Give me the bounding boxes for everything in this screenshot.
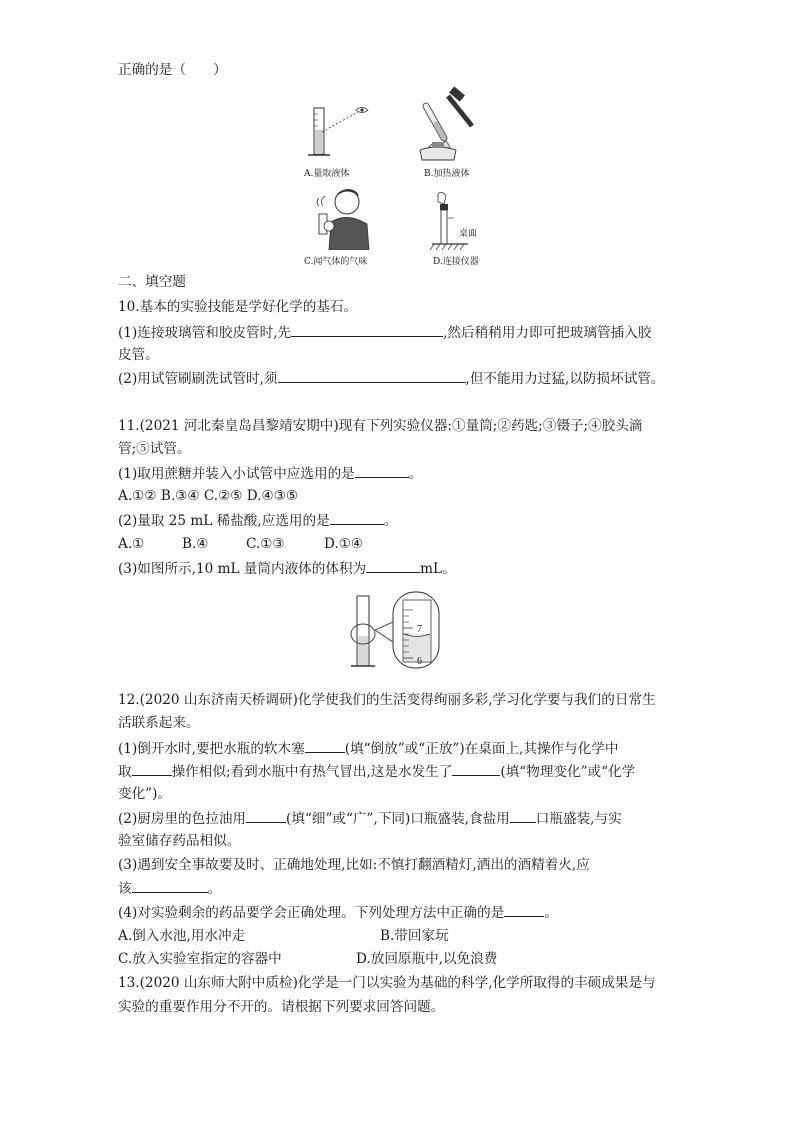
section-title: 二、填空题 <box>118 274 186 290</box>
figure-b-heating-liquid <box>410 86 490 164</box>
q11-part3-text: (3)如图所示,10 mL 量筒内液体的体积为 <box>118 561 367 577</box>
figure-c-smelling-gas <box>305 186 375 250</box>
q12-stem-continued: 活联系起来。 <box>118 715 200 731</box>
q11-cylinder-figure <box>345 586 445 674</box>
q12-part3-text-b: 该 <box>118 881 132 897</box>
q12-option-c: C.放入实验室指定的容器中 <box>118 951 282 967</box>
figure-d-table-label: 桌面 <box>459 229 478 239</box>
q12-option-a: A.倒入水池,用水冲走 <box>118 928 246 944</box>
q12-option-d: D.放回原瓶中,以免浪费 <box>356 951 498 967</box>
figure-d-caption: D.连接仪器 <box>433 257 479 267</box>
q11-part2-option-b: B.④ <box>182 536 209 552</box>
q12-part1-text-b: (填“倒放”或“正放”)在桌面上,其操作与化学中 <box>344 741 619 757</box>
q11-part2-text: (2)量取 25 mL 稀盐酸,应选用的是 <box>118 513 330 529</box>
q10-part2 <box>118 368 664 389</box>
q12-part2-line2: 验室储存药品相似。 <box>118 833 241 849</box>
figure-d-connecting-apparatus <box>428 190 488 252</box>
q12-part2-blank-2[interactable] <box>510 808 536 823</box>
q10-part1 <box>118 322 651 343</box>
q12-part1-line3: 变化”)。 <box>118 786 172 802</box>
q11-part2-option-d: D.①④ <box>324 536 364 552</box>
q10-part1-text-after: ,然后稍稍用力即可把玻璃管插入胶 <box>443 325 652 341</box>
q12-part1-blank-1[interactable] <box>305 738 345 753</box>
q11-part1-text: (1)取用蔗糖并装入小试管中应选用的是 <box>118 466 355 482</box>
q10-part1-text: (1)连接玻璃管和胶皮管时,先 <box>118 325 292 341</box>
q12-part1-text-d: 操作相似;看到水瓶中有热气冒出,这是水发生了 <box>171 764 453 780</box>
q11-part1 <box>118 463 422 484</box>
q13-stem-continued: 实验的重要作用分不开的。请根据下列要求回答问题。 <box>118 999 445 1015</box>
question-9-tail: 正确的是（ ） <box>118 62 227 78</box>
q12-part2-text-a: (2)厨房里的色拉油用 <box>118 811 247 827</box>
q12-part4-text: (4)对实验剩余的药品要学会正确处理。下列处理方法中正确的是 <box>118 905 505 921</box>
q10-stem: 10.基本的实验技能是学好化学的基石。 <box>118 299 358 315</box>
q11-part2-options <box>118 534 363 554</box>
q13-stem: 13.(2020 山东师大附中质检)化学是一门以实验为基础的科学,化学所取得的丰硕成果是与 <box>118 975 656 991</box>
q11-stem: 11.(2021 河北秦皇岛昌黎靖安期中)现有下列实验仪器:①量筒;②药匙;③镊子;④胶头滴 <box>118 418 643 434</box>
q12-part3-blank[interactable] <box>132 878 208 893</box>
q11-part3 <box>118 558 456 579</box>
q12-part4 <box>118 902 558 923</box>
q10-part1-blank[interactable] <box>291 322 443 337</box>
q12-part1-line2 <box>118 761 635 782</box>
q11-part3-end: mL。 <box>420 561 456 577</box>
figure-b-caption: B.加热液体 <box>424 169 470 179</box>
q12-stem: 12.(2020 山东济南天桥调研)化学使我们的生活变得绚丽多彩,学习化学要与我们的日常生 <box>118 692 656 708</box>
q10-part2-blank[interactable] <box>278 368 466 383</box>
q12-part4-end: 。 <box>544 905 558 921</box>
q12-part2-text-b: (填“细”或“广”,下同)口瓶盛装,食盐用 <box>286 811 510 827</box>
q12-part3-line2 <box>118 878 221 899</box>
q12-part2-text-c: 口瓶盛装,与实 <box>535 811 622 827</box>
q12-part4-options-row2 <box>118 949 497 969</box>
q12-part1 <box>118 738 619 759</box>
q12-part2-blank-1[interactable] <box>246 808 286 823</box>
q12-part4-blank[interactable] <box>504 902 544 917</box>
q11-part1-blank[interactable] <box>355 463 409 478</box>
q12-option-b: B.带回家玩 <box>380 928 449 944</box>
q12-part3: (3)遇到安全事故要及时、正确地处理,比如:不慎打翻酒精灯,洒出的酒精着火,应 <box>118 857 590 873</box>
q11-part1-end: 。 <box>408 466 423 482</box>
q12-part1-blank-3[interactable] <box>452 761 500 776</box>
figure-c-caption: C.闻气体的气味 <box>304 257 368 267</box>
q11-part2-blank[interactable] <box>330 510 384 525</box>
q11-stem-continued: 管;⑤试管。 <box>118 441 191 457</box>
q12-part2 <box>118 808 622 829</box>
q12-part4-options-row1 <box>118 926 449 946</box>
q11-part2 <box>118 510 397 531</box>
q12-part1-text-a: (1)倒开水时,要把水瓶的软木塞 <box>118 741 305 757</box>
figure-a-measuring-liquid <box>300 100 380 162</box>
q10-part2-text-after: ,但不能用力过猛,以防损坏试管。 <box>465 371 665 387</box>
q12-part3-text-c: 。 <box>207 881 222 897</box>
q11-part2-end: 。 <box>383 513 398 529</box>
figure-a-caption: A.量取液体 <box>304 169 350 179</box>
q12-part1-text-e: (填“物理变化”或“化学 <box>500 764 636 780</box>
scale-label-7: 7 <box>417 624 422 635</box>
q10-part2-text: (2)用试管刷刷洗试管时,须 <box>118 371 278 387</box>
scale-label-6: 6 <box>417 656 422 667</box>
q12-part1-blank-2[interactable] <box>132 761 172 776</box>
q11-part1-options: A.①② B.③④ C.②⑤ D.④③⑤ <box>118 488 299 504</box>
q11-part2-option-c: C.①③ <box>246 536 285 552</box>
q11-part2-option-a: A.① <box>118 536 145 552</box>
q10-part1-continued: 皮管。 <box>118 347 159 363</box>
q11-part3-blank[interactable] <box>366 558 420 573</box>
q12-part1-text-c: 取 <box>118 764 132 780</box>
